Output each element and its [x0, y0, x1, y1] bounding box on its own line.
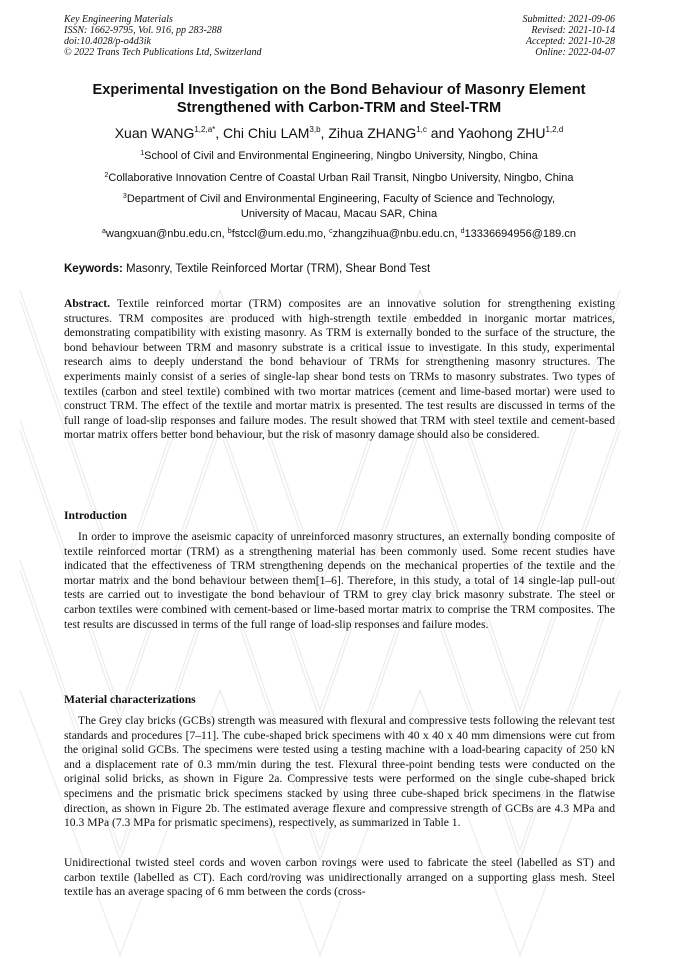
- section-heading-introduction: Introduction: [64, 509, 127, 522]
- affiliation-mark: 2: [104, 172, 109, 179]
- paper-title: [50, 81, 628, 117]
- author-list: [40, 124, 638, 142]
- author-affil-mark: 3,b: [309, 125, 321, 134]
- author-separator: ,: [215, 125, 224, 141]
- abstract-label: Abstract.: [64, 297, 111, 310]
- author-affil-mark: 1,2,a*: [194, 125, 216, 134]
- email-mark: c: [329, 228, 333, 235]
- author-name: Zihua ZHANG: [328, 125, 417, 141]
- date-accepted: Accepted: 2021-10-28: [525, 36, 615, 47]
- author-separator: and: [426, 125, 458, 141]
- affiliation-text: Collaborative Innovation Centre of Coastal Urban Rail Transit, Ningbo University, Ningbo, China: [108, 172, 574, 184]
- paper-title-line2: Strengthened with Carbon-TRM and Steel-TRM: [176, 100, 502, 116]
- keywords-label: Keywords:: [64, 263, 123, 275]
- email-mark: d: [460, 228, 465, 235]
- author-affil-mark: 1,c: [416, 125, 427, 134]
- journal-issn: ISSN: 1662-9795, Vol. 916, pp 283-288: [64, 25, 222, 36]
- author-name: Xuan WANG: [114, 125, 195, 141]
- affiliation-text: School of Civil and Environmental Engineering, Ningbo University, Ningbo, China: [144, 150, 538, 162]
- abstract-text: Textile reinforced mortar (TRM) composites are an innovative solution for strengthening existing structures. TRM composites are produced with high-strength textile embedded in inorganic mortar matrices, demonstrating compatibility with existing masonry. As TRM is externally bonded to the surface of the structure, the bond behaviour between TRM and masonry substrate is a critical issue to investigate. In this study, experimental research aims to deeply understand the bond behaviour of TRMs for strengthening masonry structures. The experiments mainly consist of a series of single-lap shear bond tests on TRMs to masonry substrates. Two types of textiles (carbon and steel textile) combined with two mortar matrices (cement and lime-based mortar) were used to construct TRM. The effect of the textile and mortar matrix is presented. The test results are discussed in terms of the full range of load-slip responses and failure modes. The result showed that TRM with steel textile and cement-based mortar matrix offers better bond behaviour, but the risk of masonry damage should also be considered.: [64, 297, 615, 442]
- materials-paragraph: The Grey clay bricks (GCBs) strength was measured with flexural and compressive tests following the relevant test standards and procedures [7–11]. The cube-shaped brick specimens with 40 x 40 x 40 mm dimensions were cut from the original solid GCBs. The specimens were tested using a testing machine with a load-bearing capacity of 250 kN and a displacement rate of 0.3 mm/min during the test. Flexural three-point bending tests were conducted on the original solid bricks, as shown in Figure 2a. Compressive tests were performed on the single cube-shaped brick specimens and the prismatic brick specimens stacked by using three cube-shaped brick specimens in the flatwise direction, as shown in Figure 2b. The estimated average flexure and compressive strength of GCBs are 4.3 MPa and 10.3 MPa (7.3 MPa for prismatic specimens), respectively, as summarized in Table 1.: [64, 714, 615, 830]
- affiliation-text: Department of Civil and Environmental Engineering, Faculty of Science and Technology,: [126, 193, 556, 205]
- author-name: Chi Chiu LAM: [223, 125, 310, 141]
- keywords-text: Masonry, Textile Reinforced Mortar (TRM), Shear Bond Test: [122, 263, 431, 275]
- affiliation: [40, 192, 638, 222]
- email-address[interactable]: wangxuan@nbu.edu.cn,: [105, 228, 228, 240]
- section-heading-materials: Material characterizations: [64, 693, 196, 706]
- author-affil-mark: 1,2,d: [545, 125, 564, 134]
- email-list: [30, 227, 648, 242]
- email-address[interactable]: 13336694956@189.cn: [464, 228, 576, 240]
- affiliation-text-cont: University of Macau, Macau SAR, China: [240, 208, 438, 220]
- author-name: Yaohong ZHU: [457, 125, 546, 141]
- abstract: [64, 297, 615, 443]
- journal-doi: doi:10.4028/p-o4d3ik: [64, 36, 151, 47]
- email-mark: a: [102, 228, 106, 235]
- introduction-paragraph: In order to improve the aseismic capacity of unreinforced masonry structures, an externally bonding composite of textile reinforced mortar (TRM) as a strengthening material has been commonly used. Some recent studies have indicated that the effectiveness of TRM strengthening depends on the mechanical properties of the textile and the mortar matrix and the bond behaviour between them[1–6]. Therefore, in this study, a total of 14 single-lap pull-out tests are carried out to investigate the bond behaviour of TRM to grey clay brick masonry substrate. The steel or carbon textiles were combined with cement-based or lime-based mortar matrix to comprise the TRM composites. The test results are discussed in terms of the full range of load-slip responses and failure modes.: [64, 530, 615, 631]
- affiliation: [40, 149, 638, 164]
- affiliation-mark: 3: [122, 193, 127, 200]
- date-online: Online: 2022-04-07: [535, 47, 615, 58]
- paper-title-line1: Experimental Investigation on the Bond Behaviour of Masonry Element: [92, 82, 586, 98]
- journal-copyright: © 2022 Trans Tech Publications Ltd, Switzerland: [64, 47, 262, 58]
- date-revised: Revised: 2021-10-14: [531, 25, 615, 36]
- keywords: [64, 262, 430, 277]
- email-address[interactable]: zhangzihua@nbu.edu.cn,: [332, 228, 461, 240]
- author-separator: ,: [320, 125, 329, 141]
- affiliation: [40, 171, 638, 186]
- journal-info: [64, 14, 262, 58]
- email-address[interactable]: fstccl@um.edu.mo,: [231, 228, 330, 240]
- affiliation-mark: 1: [140, 150, 145, 157]
- submission-dates: [523, 14, 616, 58]
- journal-name: Key Engineering Materials: [64, 14, 173, 25]
- date-submitted: Submitted: 2021-09-06: [522, 14, 615, 25]
- email-mark: b: [227, 228, 232, 235]
- materials-paragraph-2: Unidirectional twisted steel cords and woven carbon rovings were used to fabricate the steel (labelled as ST) and carbon textile (labelled as CT). Each cord/roving was unidirectionally arranged on a supporting glass mesh. Steel textile has an average spacing of 6 mm between the cords (cross-: [64, 856, 615, 899]
